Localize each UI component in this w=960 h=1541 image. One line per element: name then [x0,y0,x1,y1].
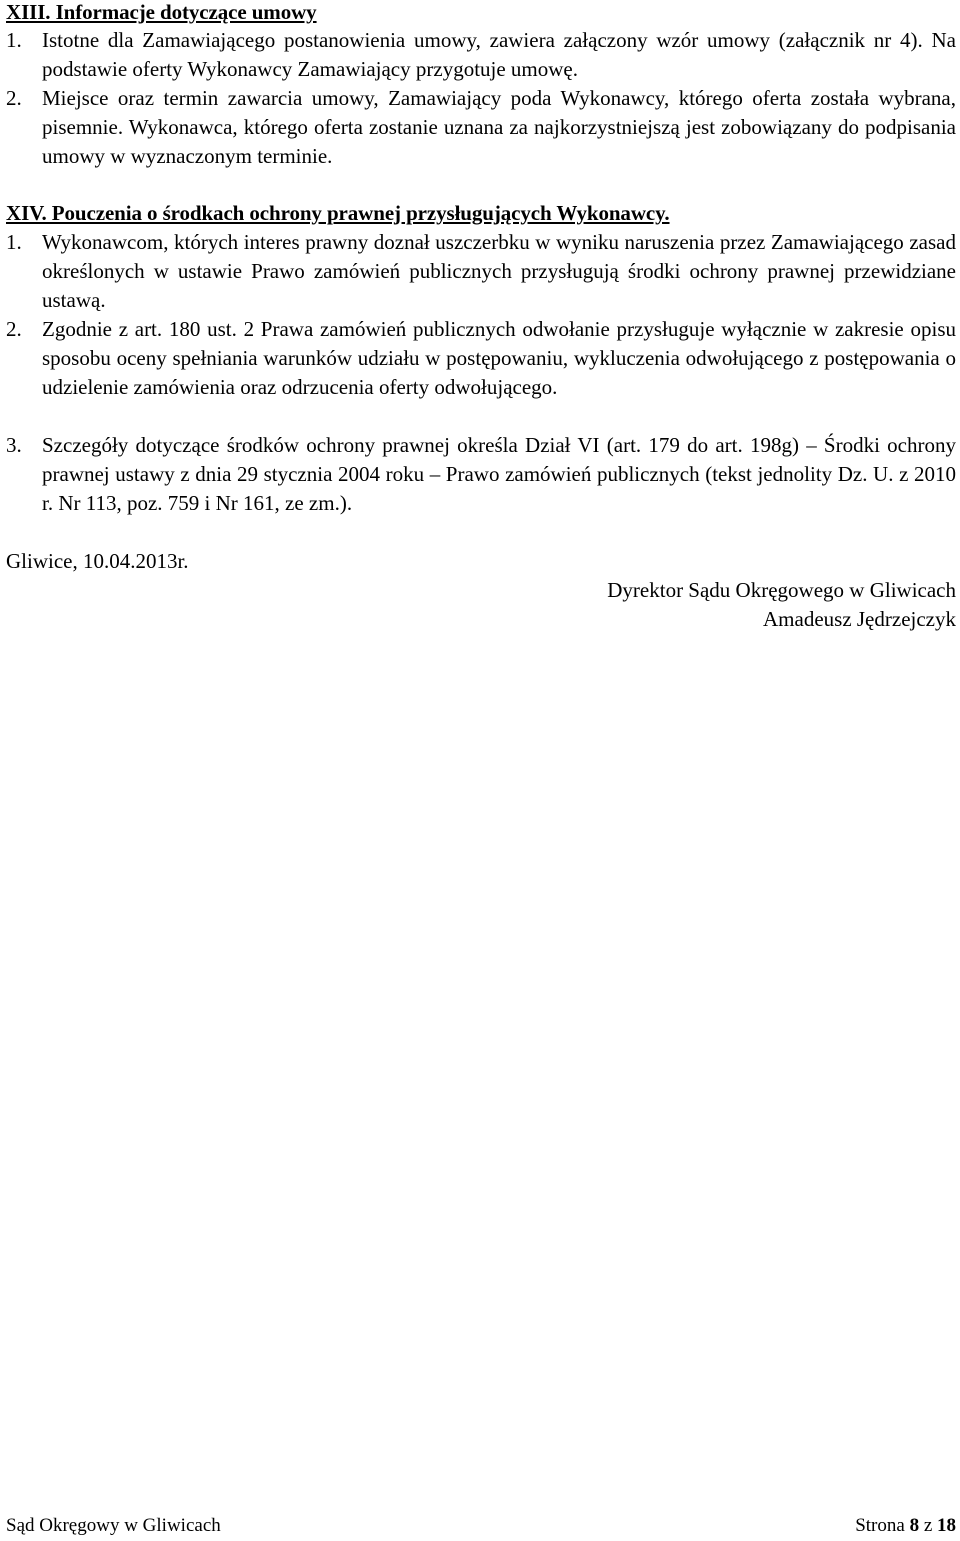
signature-block [607,576,956,634]
page-footer [6,1511,956,1540]
section-13-heading: XIII. Informacje dotyczące umowy [6,0,317,24]
page-total: 18 [937,1515,956,1536]
item-text: Szczegóły dotyczące środków ochrony prawnej określa Dział VI (art. 179 do art. 198g) – Środki ochrony prawnej ustawy z dnia 29 stycznia 2004 roku – Prawo zamówień publicznych (tekst jednolity Dz. U. z 2010 r. Nr 113, poz. 759 i Nr 161, ze zm.). [42,433,956,515]
section-13-item-2 [6,84,956,171]
signature-title: Dyrektor Sądu Okręgowego w Gliwicach [607,578,956,602]
footer-court-name: Sąd Okręgowy w Gliwicach [6,1515,221,1536]
item-text: Istotne dla Zamawiającego postanowienia umowy, zawiera załączony wzór umowy (załącznik nr 4). Na podstawie oferty Wykonawcy Zamawiający przygotuje umowę. [42,28,956,81]
place-date: Gliwice, 10.04.2013r. [6,549,189,573]
item-text: Miejsce oraz termin zawarcia umowy, Zamawiający poda Wykonawcy, którego oferta została wybrana, pisemnie. Wykonawca, którego oferta zostanie uznana za najkorzystniejszą jest zobowiązany do podpisania umowy w wyznaczonym terminie. [42,86,956,168]
item-text: Zgodnie z art. 180 ust. 2 Prawa zamówień publicznych odwołanie przysługuje wyłącznie w zakresie opisu sposobu oceny spełniania warunków udziału w postępowaniu, wykluczenia odwołującego z postępowania o udzielenie zamówienia oraz odrzucenia oferty odwołującego. [42,317,956,399]
item-number: 1. [6,28,22,52]
item-text: Wykonawcom, których interes prawny doznał uszczerbku w wyniku naruszenia przez Zamawiającego zasad określonych w ustawie Prawo zamówień publicznych przysługują środki ochrony prawnej przewidziane ustawą. [42,230,956,312]
item-number: 1. [6,230,22,254]
signature-name: Amadeusz Jędrzejczyk [763,607,956,631]
page-separator: z [923,1515,933,1536]
item-number: 3. [6,433,22,457]
page-current: 8 [909,1515,920,1536]
section-14-heading: XIV. Pouczenia o środkach ochrony prawnej przysługujących Wykonawcy. [6,201,670,225]
page-prefix: Strona [855,1515,905,1536]
section-14-item-3 [6,431,956,518]
section-14-item-1 [6,228,956,315]
item-number: 2. [6,86,22,110]
page-number [855,1511,956,1540]
item-number: 2. [6,317,22,341]
section-13-item-1 [6,26,956,84]
section-14-item-2 [6,315,956,402]
